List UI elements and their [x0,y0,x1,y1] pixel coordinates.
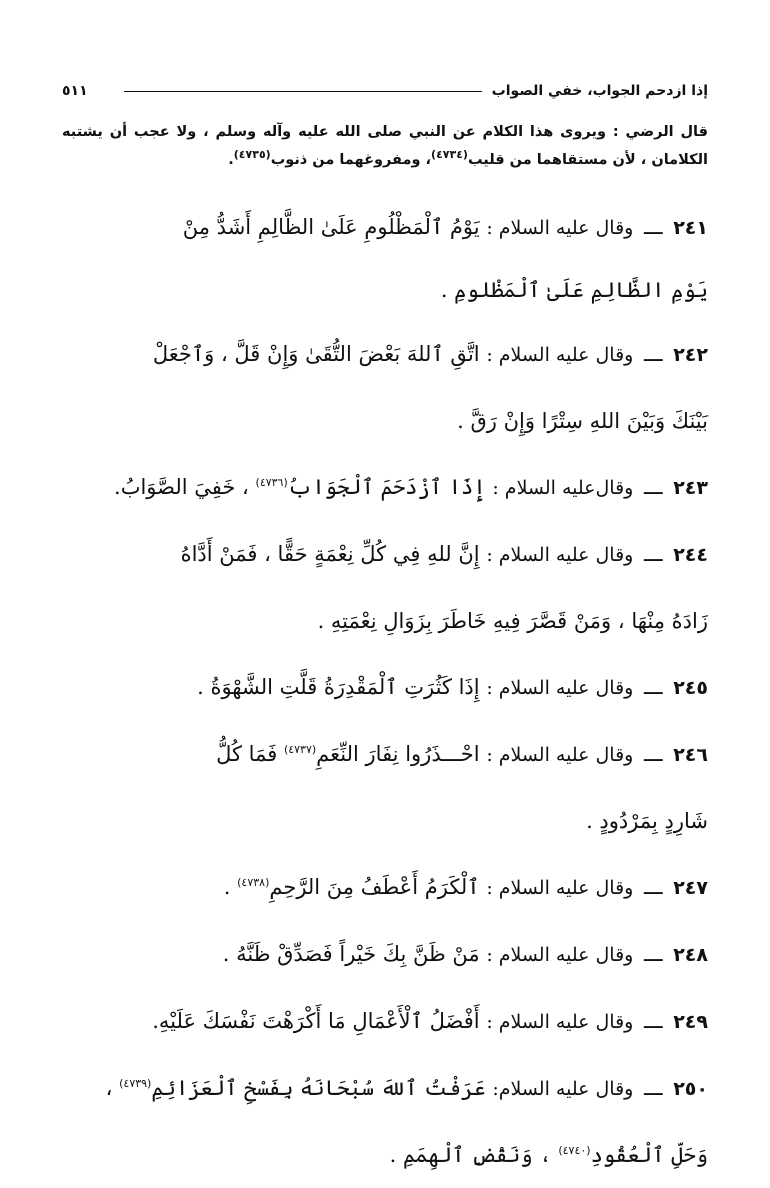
page-number: ٥١١ [62,83,88,99]
running-header [62,78,708,104]
saying-text-line2: شَارِدٍ بِمَرْدُودٍ . [586,809,708,833]
saying-number: ٢٥٠ [673,1078,708,1100]
saying-number: ٢٤٨ [673,944,708,966]
saying-244 [60,521,708,654]
saying-247 [60,854,708,921]
saying-text-line2: بَيْنَكَ وَبَيْنَ اللهِ سِتْرًا وَإِنْ رَقَّ . [457,409,708,433]
saying-text: ٱلْكَرَمُ أَعْطَفُ مِنَ الرَّحِمِ [269,875,480,899]
saying-246 [60,721,708,854]
note-text-mid: ، ومفروغهما من ذنوب [270,152,432,168]
saying-intro: وقال عليه السلام : [486,1011,634,1033]
saying-number: ٢٤١ [673,217,708,239]
saying-text: يَوْمُ ٱلْمَظْلُومِ عَلَىٰ الظَّالِمِ أَشَدُّ مِنْ [182,215,480,239]
footnote-ref: (٤٧٣٥) [233,148,271,162]
saying-intro: وقال عليه السلام : [486,877,634,899]
footnote-ref: (٤٧٣٨) [237,876,270,889]
radi-note [62,118,708,174]
saying-243 [60,454,708,521]
saying-number: ٢٤٩ [673,1011,708,1033]
dash: ـــ [644,742,663,766]
dash: ـــ [644,475,663,499]
saying-intro: وقال عليه السلام : [486,744,634,766]
dash: ـــ [644,342,663,366]
saying-number: ٢٤٤ [673,544,708,566]
dash: ـــ [644,542,663,566]
saying-245 [60,654,708,721]
saying-intro: وقال‌عليه السلام : [492,477,634,499]
saying-text: وَحَلِّ ٱلْعُقُودِ [590,1143,708,1167]
saying-242 [60,321,708,454]
saying-intro: وقال عليه السلام: [492,1078,634,1100]
saying-text-line2 [60,1122,708,1188]
saying-text: أَفْضَلُ ٱلْأَعْمَالِ مَا أَكْرَهْتَ نَفْسَكَ عَلَيْهِ. [152,1009,480,1033]
saying-number: ٢٤٣ [673,477,708,499]
saying-text-end: . [223,875,231,899]
saying-text: إِذَا ٱزْدَحَمَ ٱلْجَوَابُ [287,475,486,499]
sayings-list [60,196,708,1188]
saying-text-cont: ، [105,1076,113,1100]
footnote-ref: (٤٧٤٠) [558,1144,591,1157]
saying-248 [60,921,708,988]
saying-number: ٢٤٧ [673,877,708,899]
saying-text-line2: زَادَهُ مِنْهَا ، وَمَنْ قَصَّرَ فِيهِ خَاطَرَ بِزَوَالِ نِعْمَتِهِ . [317,609,708,633]
saying-number: ٢٤٥ [673,677,708,699]
note-text: قال الرضي : ويروى هذا الكلام عن النبي صلى الله عليه وآله وسلم ، ولا عجب أن يشتبه الكلامان ، لأن مستقاهما من قليب [62,124,708,168]
saying-text: احْـــذَرُوا نِفَارَ النِّعَمِ [316,742,480,766]
saying-number: ٢٤٦ [673,744,708,766]
dash: ـــ [644,215,663,239]
saying-intro: وقال عليه السلام : [486,344,634,366]
saying-241 [60,196,708,321]
saying-text: اتَّقِ ٱللهَ بَعْضَ التُّقَىٰ وَإِنْ قَلَّ ، وَٱجْعَلْ [152,342,480,366]
running-title: إذا ازدحم الجواب، خفي الصواب [491,83,708,99]
saying-text: إِنَّ للهِ فِي كُلِّ نِعْمَةٍ حَقًّا ، فَمَنْ أَدَّاهُ [180,542,480,566]
dash: ـــ [644,875,663,899]
saying-250 [60,1055,708,1188]
dash: ـــ [644,675,663,699]
saying-text: مَنْ ظَنَّ بِكَ خَيْراً فَصَدِّقْ ظَنَّهُ . [222,942,480,966]
footnote-ref: (٤٧٣٤) [431,148,468,162]
saying-text-end: ، وَنَقْضِ ٱلْهِمَمِ . [389,1143,552,1167]
saying-text-line2: يَوْمِ الظَّالِمِ عَلَىٰ ٱلْمَظْلومِ . [440,278,708,302]
dash: ـــ [644,1076,663,1100]
dash: ـــ [644,1009,663,1033]
saying-249 [60,988,708,1055]
saying-intro: وقال عليه السلام : [486,544,634,566]
note-text-end: . [228,152,234,168]
saying-intro: وقال عليه السلام : [486,944,634,966]
saying-text: عَرَفْتُ ٱللهَ سُبْحَانَهُ بِفَسْخِ ٱلْعَزَائِمِ [151,1076,486,1100]
saying-text-cont: فَمَا كُلُّ [216,742,278,766]
header-rule [124,91,482,92]
footnote-ref: (٤٧٣٩) [119,1077,152,1090]
saying-intro: وقال عليه السلام : [486,677,634,699]
saying-intro: وقال عليه السلام : [486,217,634,239]
saying-number: ٢٤٢ [673,344,708,366]
saying-text-end: ، خَفِيَ الصَّوَابُ. [114,475,249,499]
saying-text: إِذَا كَثُرَتِ ٱلْمَقْدِرَةُ قَلَّتِ الشَّهْوَةُ . [197,675,480,699]
dash: ـــ [644,942,663,966]
footnote-ref: (٤٧٣٦) [255,476,288,489]
footnote-ref: (٤٧٣٧) [283,743,317,756]
